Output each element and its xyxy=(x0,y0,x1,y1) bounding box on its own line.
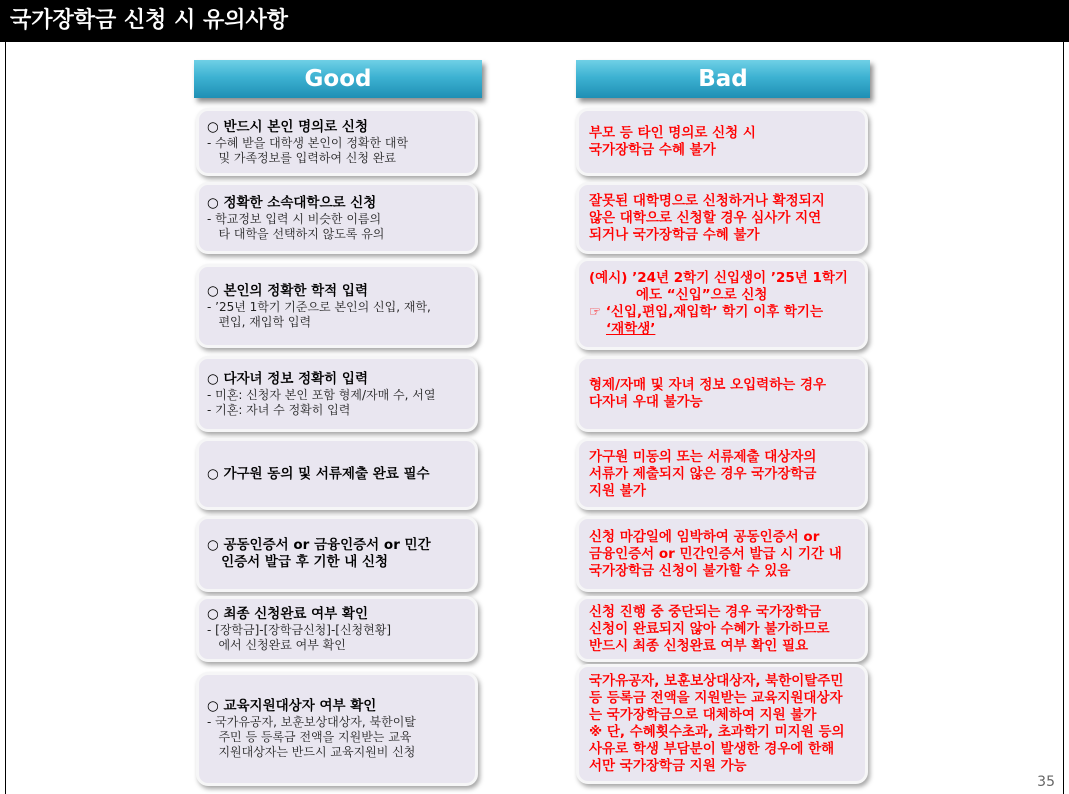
right-border-line xyxy=(1063,42,1064,794)
page-title: 국가장학금 신청 시 유의사항 xyxy=(0,0,1069,42)
good-title: ○ 본인의 정확한 학적 입력 xyxy=(207,282,368,299)
bad-text: 신청 진행 중 중단되는 경우 국가장학금 신청이 완료되지 않아 수혜가 불가하므로 반드시 최종 신청완료 여부 확인 필요 xyxy=(589,603,830,654)
bad-text-underlined-wrap xyxy=(589,321,855,338)
bad-box-7 xyxy=(576,596,868,662)
good-box-4 xyxy=(196,356,478,432)
bad-box-1 xyxy=(576,108,868,176)
good-box-5 xyxy=(196,438,478,510)
good-detail: - [장학금]-[장학금신청]-[신청현황] xyxy=(207,622,391,637)
bad-text: 부모 등 타인 명의로 신청 시 국가장학금 수혜 불가 xyxy=(589,125,756,158)
good-title: ○ 가구원 동의 및 서류제출 완료 필수 xyxy=(207,465,430,482)
good-detail: 타 대학을 선택하지 않도록 유의 xyxy=(207,226,385,241)
bad-text: 형제/자매 및 자녀 정보 오입력하는 경우 다자녀 우대 불가능 xyxy=(589,377,827,410)
bad-box-4 xyxy=(576,356,868,432)
good-detail: - 미혼: 신청자 본인 포함 형제/자매 수, 서열 xyxy=(207,387,436,402)
good-detail: - 학교정보 입력 시 비슷한 이름의 xyxy=(207,211,382,226)
bad-header: Bad xyxy=(576,60,870,98)
bad-text: 잘못된 대학명으로 신청하거나 확정되지 않은 대학으로 신청할 경우 심사가 지연 되거나 국가장학금 수혜 불가 xyxy=(589,192,825,243)
good-detail: - ’25년 1학기 기준으로 본인의 신입, 재학, xyxy=(207,299,431,314)
good-detail: - 수혜 받을 대학생 본인이 정확한 대학 xyxy=(207,135,409,150)
good-title: ○ 최종 신청완료 여부 확인 xyxy=(207,605,368,622)
bad-box-6 xyxy=(576,516,868,592)
good-detail: 지원대상자는 반드시 교육지원비 신청 xyxy=(207,745,416,759)
bad-box-3 xyxy=(576,258,868,350)
good-title: ○ 다자녀 정보 정확히 입력 xyxy=(207,370,368,387)
left-border-line xyxy=(5,42,6,794)
good-box-3 xyxy=(196,264,478,348)
good-box-2 xyxy=(196,182,478,254)
good-box-1 xyxy=(196,108,478,176)
bad-text: 가구원 미동의 또는 서류제출 대상자의 서류가 제출되지 않은 경우 국가장학금 지원 불가 xyxy=(589,448,817,499)
good-box-8 xyxy=(196,672,478,786)
good-title: ○ 반드시 본인 명의로 신청 xyxy=(207,118,368,135)
good-detail: - 기혼: 자녀 수 정확히 입력 xyxy=(207,402,351,417)
bad-box-5 xyxy=(576,438,868,510)
good-detail: 주민 등 등록금 전액을 지원받는 교육 xyxy=(207,730,412,744)
good-detail: 편입, 재입학 입력 xyxy=(207,314,312,329)
good-detail: 및 가족정보를 입력하여 신청 완료 xyxy=(207,150,396,165)
good-detail: 에서 신청완료 여부 확인 xyxy=(207,637,346,652)
bad-text: 에도 “신입”으로 신청 xyxy=(589,287,768,303)
bad-text: ‘재학생’ xyxy=(606,321,656,337)
good-title-cont: 인증서 발급 후 기한 내 신청 xyxy=(207,554,389,570)
bad-text: 국가유공자, 보훈보상대상자, 북한이탈주민 등 등록금 전액을 지원받는 교육지원대상자 는 국가장학금으로 대체하여 지원 불가 ※ 단, 수혜횟수초과, 초과학기 미지원 등의 사유로 학생 부담분이 발생한 경우에 한해 서만 국가장학금 지원 가능 xyxy=(589,673,845,774)
page-number: 35 xyxy=(1037,774,1055,790)
good-box-6 xyxy=(196,516,478,592)
bad-text: (예시) ’24년 2학기 신입생이 ’25년 1학기 xyxy=(589,270,848,286)
bad-box-2 xyxy=(576,182,868,254)
good-title: ○ 공동인증서 or 금융인증서 or 민간 xyxy=(207,537,431,553)
good-detail: - 국가유공자, 보훈보상대상자, 북한이탈 xyxy=(207,715,416,729)
bad-text: ☞ ‘신입,편입,재입학’ 학기 이후 학기는 xyxy=(589,304,823,320)
bad-box-8 xyxy=(576,664,868,784)
good-title: ○ 교육지원대상자 여부 확인 xyxy=(207,698,377,714)
good-header: Good xyxy=(194,60,482,98)
bad-text: 신청 마감일에 임박하여 공동인증서 or 금융인증서 or 민간인증서 발급 시 기간 내 국가장학금 신청이 불가할 수 있음 xyxy=(589,528,842,579)
good-box-7 xyxy=(196,596,478,662)
good-title: ○ 정확한 소속대학으로 신청 xyxy=(207,194,377,211)
